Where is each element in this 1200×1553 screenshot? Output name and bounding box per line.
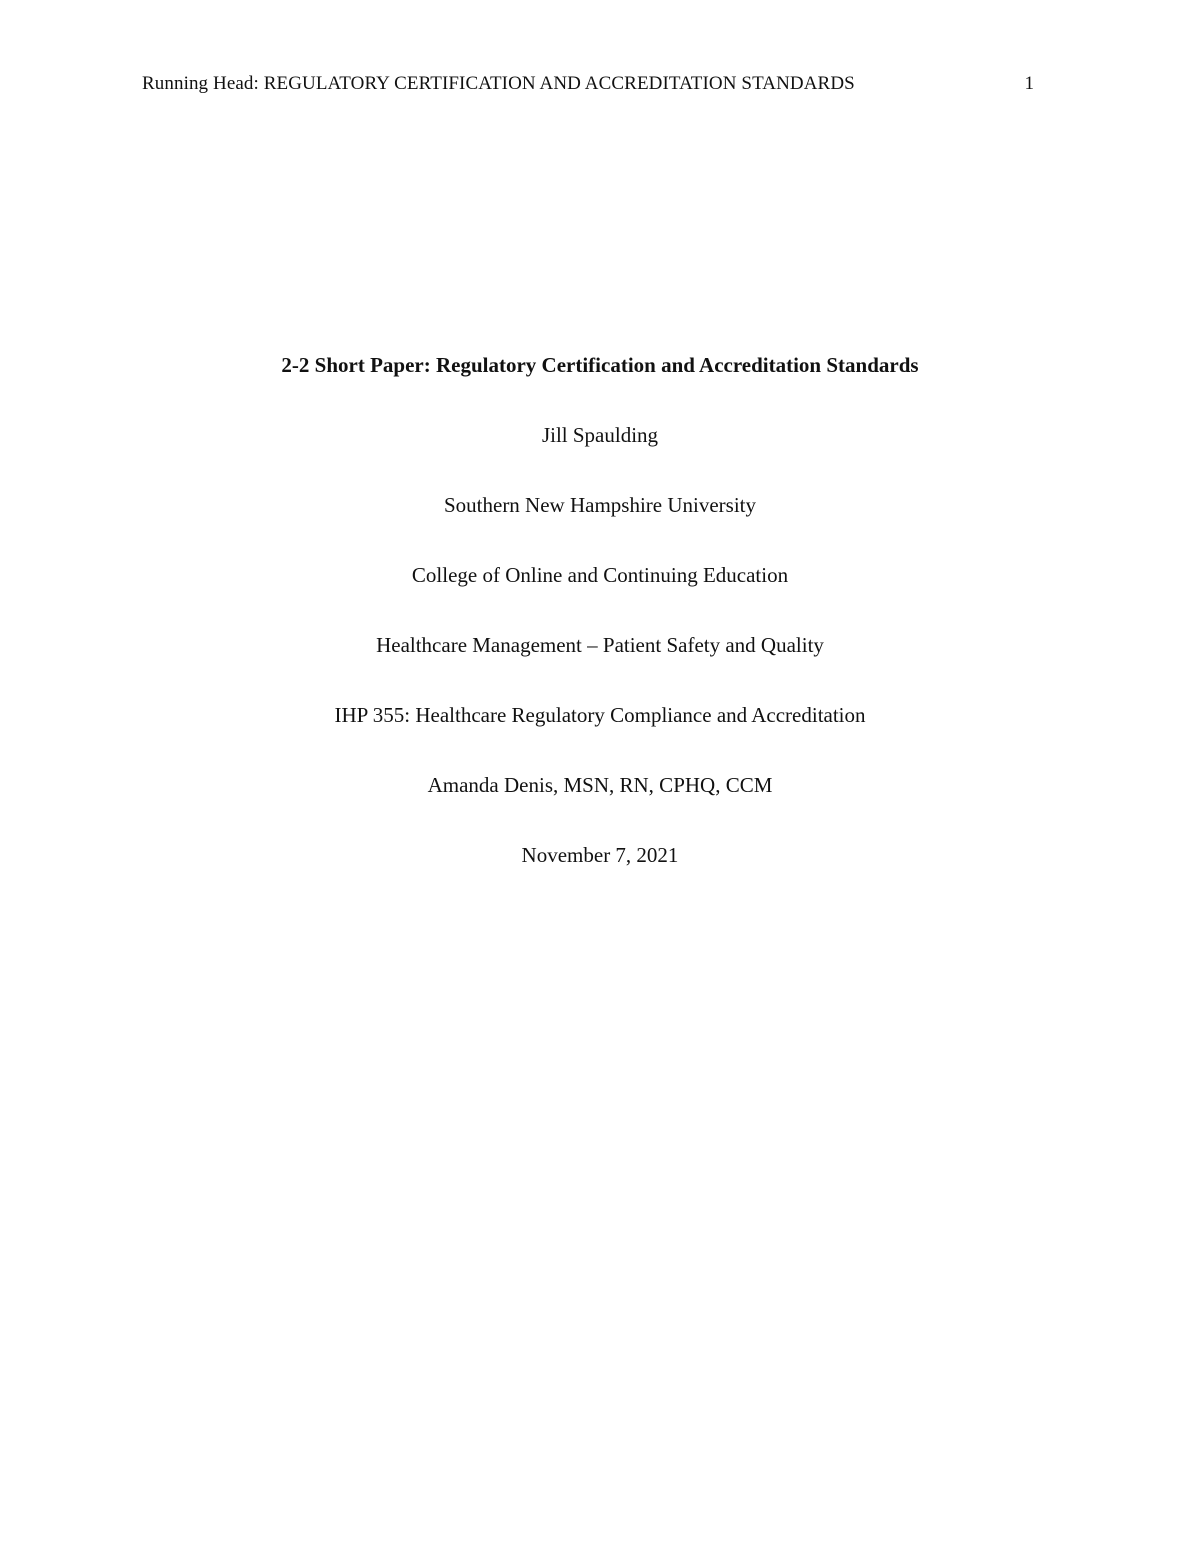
institution-name: Southern New Hampshire University [443, 493, 757, 517]
page-header [142, 70, 1034, 98]
college-name: College of Online and Continuing Education [411, 563, 789, 587]
title-block [0, 348, 1200, 908]
submission-date: November 7, 2021 [521, 843, 679, 867]
course-name: IHP 355: Healthcare Regulatory Compliance and Accreditation [334, 703, 866, 727]
page-number: 1 [1024, 73, 1034, 94]
instructor-name: Amanda Denis, MSN, RN, CPHQ, CCM [427, 773, 773, 797]
program-name: Healthcare Management – Patient Safety and Quality [376, 633, 824, 657]
author-name: Jill Spaulding [541, 423, 659, 447]
paper-title: 2-2 Short Paper: Regulatory Certification and Accreditation Standards [281, 353, 919, 377]
running-head: Running Head: REGULATORY CERTIFICATION AND ACCREDITATION STANDARDS [142, 73, 855, 94]
